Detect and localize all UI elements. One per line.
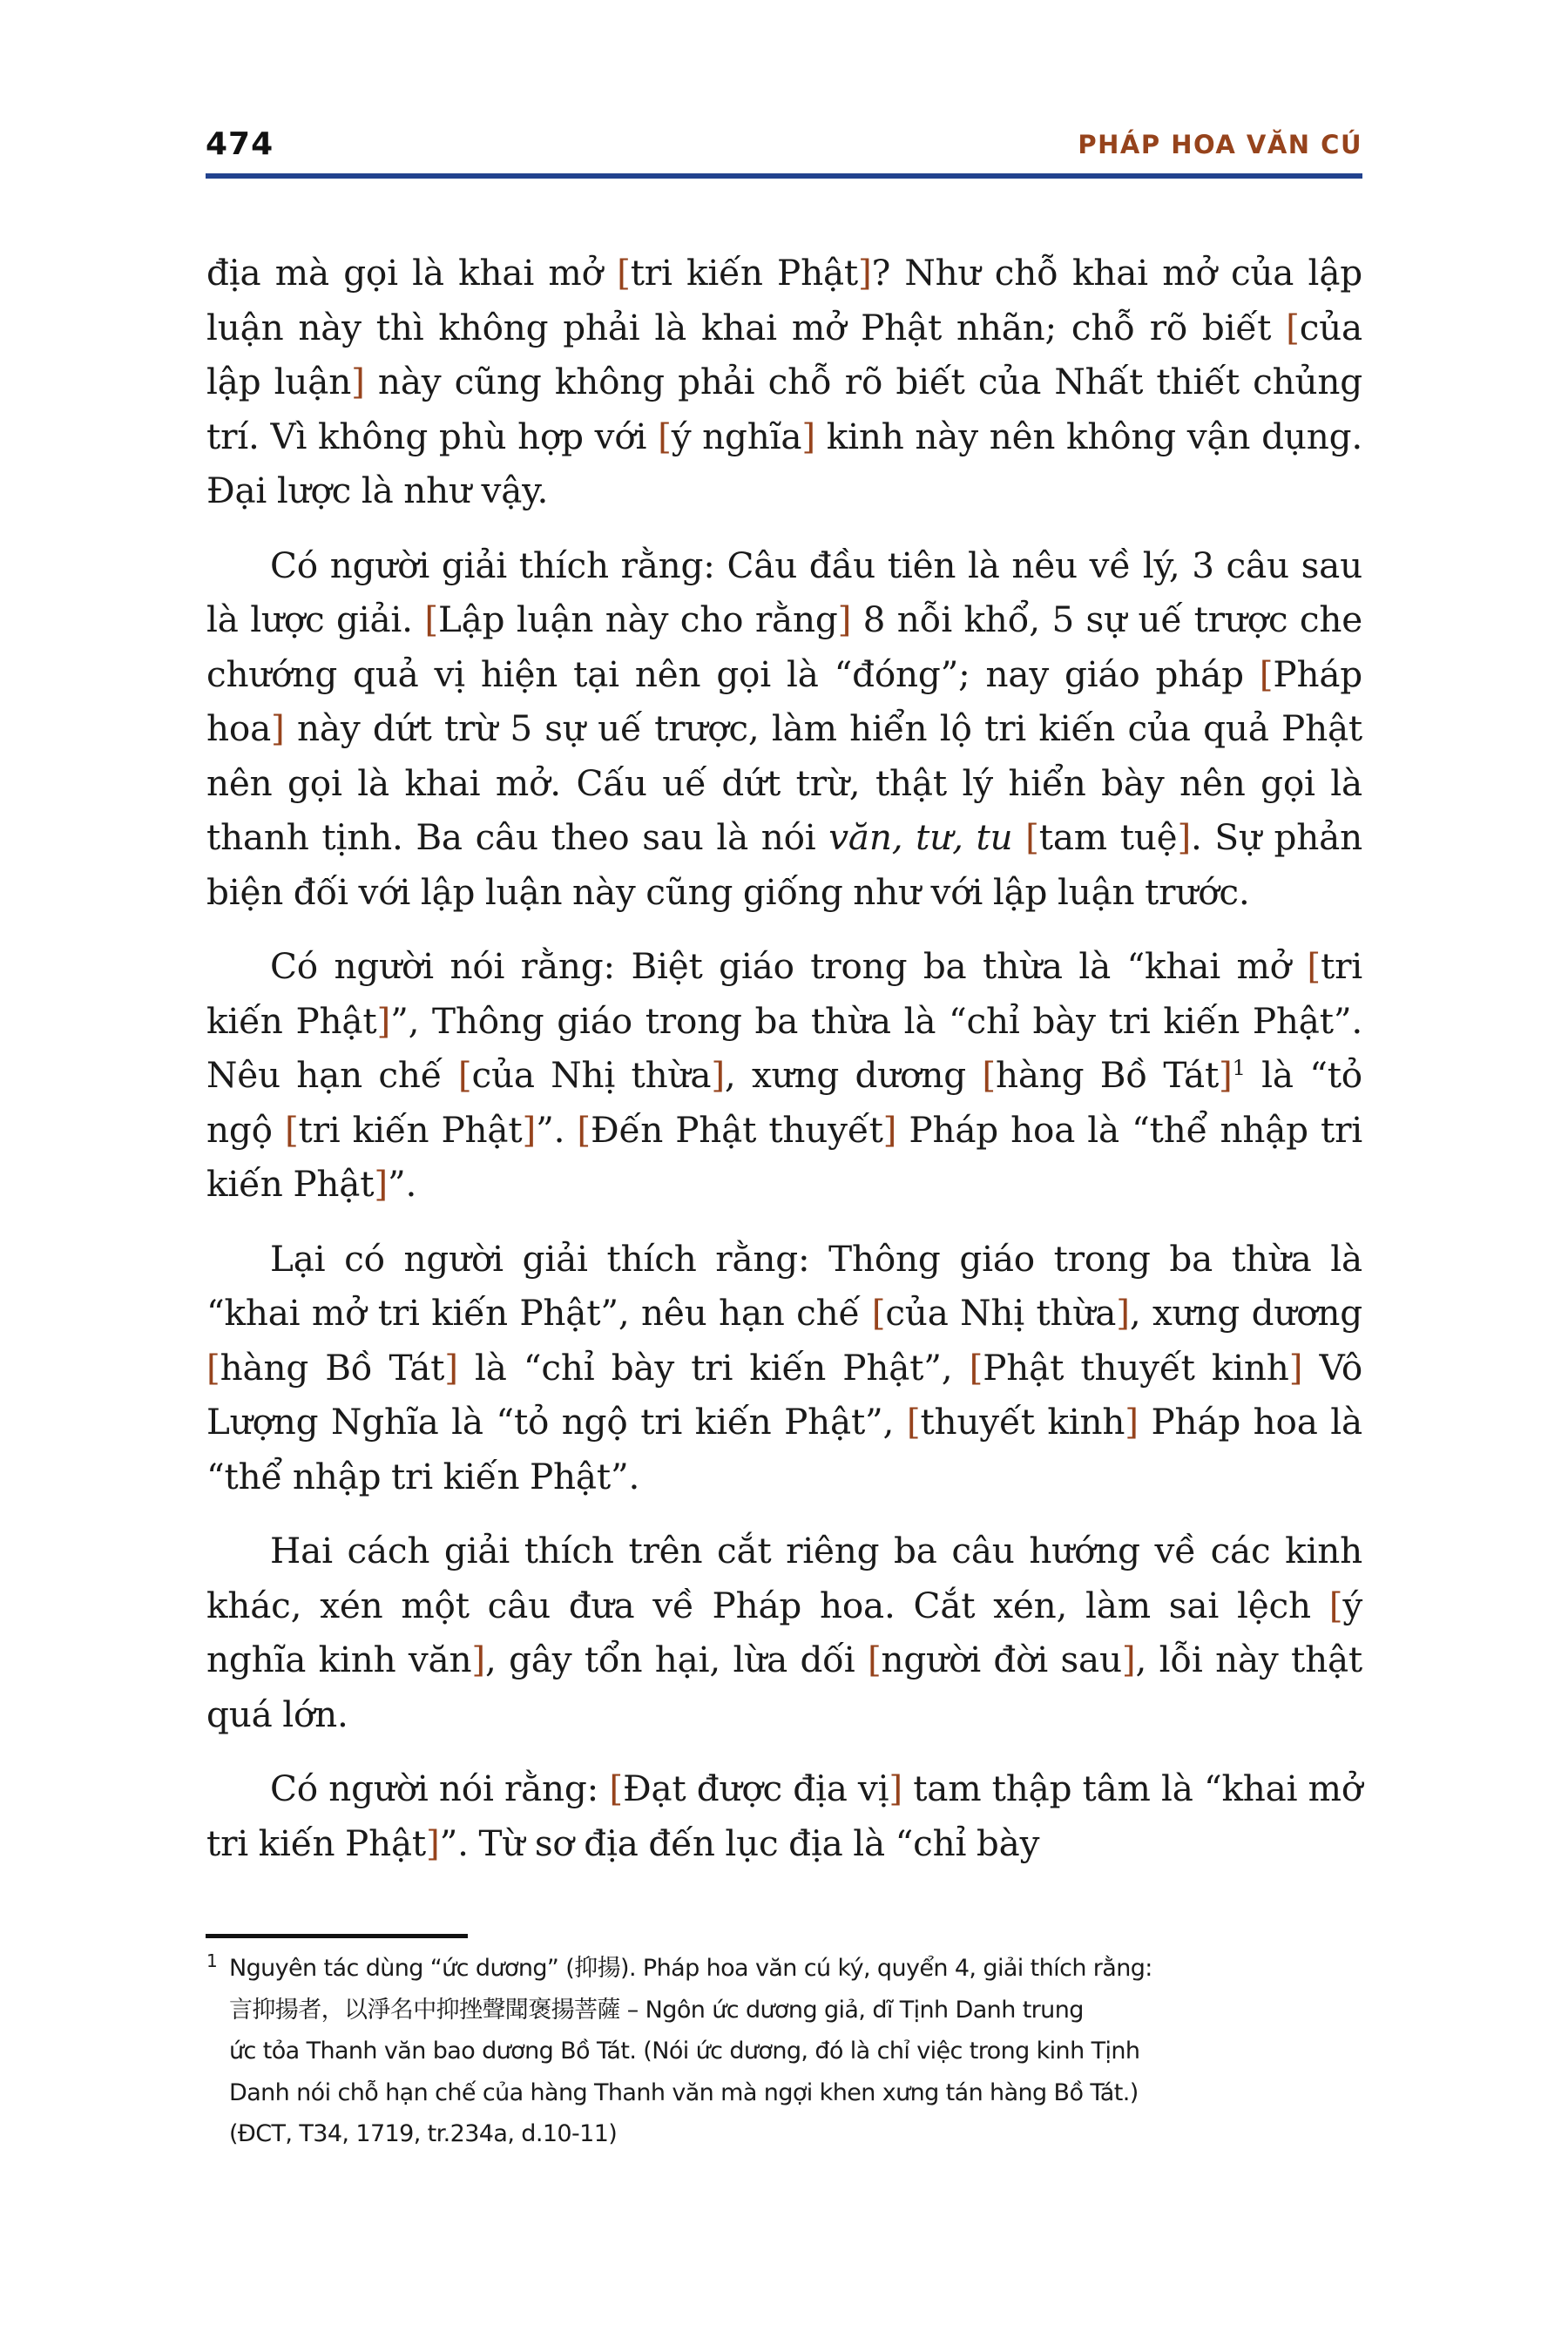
text: của Nhị thừa bbox=[885, 1292, 1117, 1334]
text: Đạt được địa vị bbox=[622, 1767, 889, 1809]
header-rule bbox=[206, 173, 1362, 179]
footnote-line bbox=[206, 1990, 1362, 2031]
paragraph-4 bbox=[206, 1232, 1362, 1504]
bracket-open: [ bbox=[867, 1639, 882, 1680]
text: tam thập tâm là “khai mở tri kiến Phật bbox=[206, 1767, 1363, 1864]
bracket-open: [ bbox=[982, 1054, 996, 1096]
bracket-close: ] bbox=[522, 1108, 537, 1151]
bracket-open: [ bbox=[206, 1346, 220, 1389]
text: hàng Bồ Tát bbox=[995, 1054, 1220, 1096]
text: ý nghĩa bbox=[671, 415, 802, 457]
bracket-open: [ bbox=[577, 1108, 591, 1151]
bracket-close: ] bbox=[1177, 816, 1192, 858]
bracket-open: [ bbox=[284, 1108, 299, 1151]
text: – Ngôn ức dương giả, dĩ Tịnh Danh trung bbox=[619, 1996, 1084, 2024]
bracket-close: ] bbox=[471, 1639, 485, 1680]
body-text bbox=[206, 246, 1362, 1890]
bracket-close: ] bbox=[1121, 1639, 1136, 1680]
bracket-close: ] bbox=[858, 252, 872, 294]
paragraph-1 bbox=[206, 246, 1362, 518]
text: này dứt trừ 5 sự uế trược, làm hiển lộ tri kiến của quả Phật nên gọi là khai mở. Cấu uế dứt trừ, thật lý hiển bày nên gọi là thanh tịnh. Ba câu theo sau là nói bbox=[206, 707, 1362, 858]
running-title: PHÁP HOA VĂN CÚ bbox=[1078, 130, 1362, 159]
bracket-close: ] bbox=[374, 1163, 388, 1205]
text: của Nhị thừa bbox=[471, 1054, 712, 1096]
text: Đến Phật thuyết bbox=[591, 1108, 883, 1151]
footnote bbox=[206, 1948, 1362, 2155]
text: tri kiến Phật bbox=[630, 252, 858, 294]
paragraph-6 bbox=[206, 1761, 1362, 1870]
bracket-close: ] bbox=[801, 415, 815, 457]
bracket-open: [ bbox=[1286, 306, 1300, 348]
text: Có người giải thích rằng: Câu đầu tiên là nêu về lý, 3 câu sau là lược giải. bbox=[206, 544, 1362, 640]
text: 8 nỗi khổ, 5 sự uế trược che chướng quả vị hiện tại nên gọi là “đóng”; nay giáo pháp bbox=[206, 598, 1362, 695]
text: ? Như chỗ khai mở của lập luận này thì không phải là khai mở Phật nhãn; chỗ rõ biết bbox=[206, 252, 1362, 348]
text: kinh này nên không vận dụng. Đại lược là như vậy. bbox=[206, 415, 1362, 511]
bracket-close: ] bbox=[882, 1108, 897, 1151]
text bbox=[1012, 816, 1025, 858]
text: Pháp hoa là “thể nhập tri kiến Phật”. bbox=[206, 1401, 1362, 1497]
bracket-open: [ bbox=[658, 415, 672, 457]
bracket-open: [ bbox=[424, 598, 438, 640]
text: , gây tổn hại, lừa dối bbox=[485, 1639, 868, 1680]
chinese-text: 言抑揚者，以淨名中抑挫聲聞褒揚菩薩 bbox=[229, 1996, 620, 2024]
bracket-close: ] bbox=[426, 1821, 440, 1864]
text: ý nghĩa kinh văn bbox=[206, 1584, 1362, 1680]
text: của lập luận bbox=[206, 306, 1362, 402]
text: ”. bbox=[536, 1108, 578, 1151]
footnote-separator bbox=[206, 1934, 468, 1938]
paragraph-5 bbox=[206, 1524, 1362, 1741]
bracket-close: ] bbox=[271, 707, 285, 749]
footnote-line: Danh nói chỗ hạn chế của hàng Thanh văn mà ngợi khen xưng tán hàng Bồ Tát.) bbox=[229, 2078, 1139, 2106]
text: là “tỏ ngộ bbox=[206, 1054, 1362, 1151]
bracket-close: ] bbox=[711, 1054, 725, 1096]
text: ”, Thông giáo trong ba thừa là “chỉ bày tri kiến Phật”. Nêu hạn chế bbox=[206, 999, 1363, 1096]
text: ”. Từ sơ địa đến lục địa là “chỉ bày bbox=[439, 1821, 1040, 1864]
bracket-open: [ bbox=[457, 1054, 472, 1096]
text: tam tuệ bbox=[1038, 816, 1178, 858]
text: . Sự phản biện đối với lập luận này cũng giống như với lập luận trước. bbox=[206, 816, 1362, 913]
footnote-line: ức tỏa Thanh văn bao dương Bồ Tát. (Nói ức dương, đó là chỉ việc trong kinh Tịnh bbox=[229, 2038, 1140, 2065]
paragraph-2 bbox=[206, 538, 1362, 920]
bracket-open: [ bbox=[1259, 652, 1274, 695]
bracket-open: [ bbox=[906, 1401, 921, 1443]
text: Hai cách giải thích trên cắt riêng ba câu hướng về các kinh khác, xén một câu đưa về Pháp hoa. Cắt xén, làm sai lệch bbox=[206, 1530, 1362, 1626]
text: thuyết kinh bbox=[920, 1401, 1125, 1443]
bracket-close: ] bbox=[889, 1767, 902, 1809]
text: là “chỉ bày tri kiến Phật”, bbox=[457, 1346, 970, 1389]
bracket-close: ] bbox=[1116, 1292, 1130, 1334]
text: người đời sau bbox=[881, 1639, 1122, 1680]
footnote-reference[interactable]: 1 bbox=[1232, 1056, 1246, 1080]
text: Vô Lượng Nghĩa là “tỏ ngộ tri kiến Phật”, bbox=[206, 1346, 1363, 1443]
text: , xưng dương bbox=[724, 1054, 983, 1096]
bracket-close: ] bbox=[376, 999, 391, 1042]
bracket-open: [ bbox=[1025, 816, 1039, 858]
text: này cũng không phải chỗ rõ biết của Nhất thiết chủng trí. Vì không phù hợp với bbox=[206, 361, 1362, 457]
page-number: 474 bbox=[206, 126, 274, 162]
bracket-open: [ bbox=[969, 1346, 983, 1389]
bracket-close: ] bbox=[837, 598, 852, 640]
text: Có người nói rằng: bbox=[270, 1767, 610, 1809]
text: Pháp hoa bbox=[206, 652, 1362, 749]
text: ”. bbox=[387, 1163, 417, 1205]
bracket-close: ] bbox=[1288, 1346, 1303, 1389]
text: tri kiến Phật bbox=[298, 1108, 523, 1151]
paragraph-3 bbox=[206, 939, 1362, 1212]
text: địa mà gọi là khai mở bbox=[206, 252, 618, 294]
footnote-line: 1 Nguyên tác dùng “ức dương” (抑揚). Pháp hoa văn cú ký, quyển 4, giải thích rằng: bbox=[206, 1950, 1152, 1982]
text: tri kiến Phật bbox=[206, 945, 1362, 1042]
text: Lại có người giải thích rằng: Thông giáo trong ba thừa là “khai mở tri kiến Phật”, nêu hạn chế bbox=[206, 1237, 1362, 1334]
text: , xưng dương bbox=[1129, 1292, 1363, 1334]
bracket-open: [ bbox=[1328, 1584, 1343, 1626]
bracket-close: ] bbox=[444, 1346, 458, 1389]
text: hàng Bồ Tát bbox=[220, 1346, 445, 1389]
bracket-close: ] bbox=[1125, 1401, 1139, 1443]
bracket-close: ] bbox=[1219, 1054, 1233, 1096]
bracket-close: ] bbox=[351, 361, 365, 402]
bracket-open: [ bbox=[871, 1292, 886, 1334]
text: , lỗi này thật quá lớn. bbox=[206, 1639, 1362, 1735]
text: Nguyên tác dùng “ức dương” (抑揚). Pháp hoa văn cú ký, quyển 4, giải thích rằng: bbox=[229, 1955, 1152, 1982]
text: Lập luận này cho rằng bbox=[437, 598, 838, 640]
text: Pháp hoa là “thể nhập tri kiến Phật bbox=[206, 1108, 1363, 1205]
bracket-open: [ bbox=[1307, 945, 1321, 987]
bracket-open: [ bbox=[617, 252, 631, 294]
text: Phật thuyết kinh bbox=[983, 1346, 1289, 1389]
bracket-open: [ bbox=[609, 1767, 623, 1809]
italic-text: văn, tư, tu bbox=[828, 816, 1013, 858]
footnote-citation: (ĐCT, T34, 1719, tr.234a, d.10-11) bbox=[229, 2120, 618, 2147]
text: Có người nói rằng: Biệt giáo trong ba thừa là “khai mở bbox=[270, 945, 1308, 987]
